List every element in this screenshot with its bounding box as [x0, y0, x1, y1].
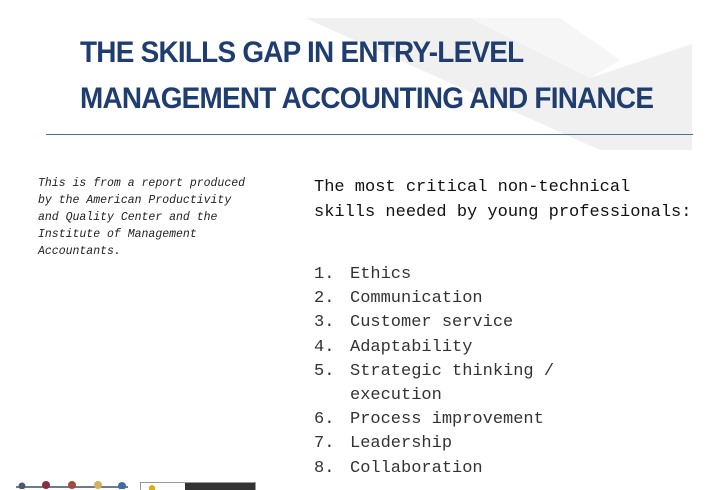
list-number: 7. [314, 434, 335, 454]
title-line-1: THE SKILLS GAP IN ENTRY-LEVEL [80, 36, 524, 69]
title-divider [46, 134, 693, 135]
list-number: 1. [314, 265, 335, 284]
list-label: Strategic thinking / execution [350, 361, 555, 406]
list-item [314, 432, 694, 456]
list-item [314, 336, 694, 360]
list-item [314, 263, 694, 287]
title-line-2: MANAGEMENT ACCOUNTING AND FINANCE [80, 82, 654, 115]
logo-mark-icon [149, 485, 155, 490]
list-item [314, 311, 694, 335]
list-label: Ethics [350, 265, 412, 284]
footer-logos [14, 478, 264, 489]
list-item [314, 408, 694, 432]
list-label: Process improvement [350, 410, 544, 430]
source-note: This is from a report produced by the American Productivity and Quality Center and the Institute of Management Accountants. [38, 177, 246, 258]
list-number: 5. [314, 361, 335, 381]
slide-title [80, 30, 700, 122]
skills-heading: The most critical non-technical skills needed by young professionals: [314, 178, 692, 222]
skills-list [314, 263, 694, 481]
list-label: Collaboration [350, 458, 483, 478]
list-label: Communication [350, 289, 483, 309]
list-item [314, 287, 694, 311]
list-number: 8. [314, 458, 335, 478]
list-number: 3. [314, 313, 335, 333]
list-label: Leadership [350, 434, 453, 454]
list-label: Customer service [350, 313, 514, 333]
list-number: 4. [314, 337, 335, 357]
list-number: 2. [314, 289, 335, 309]
list-number: 6. [314, 410, 335, 430]
list-label: Adaptability [350, 337, 473, 357]
list-item [314, 360, 694, 408]
list-item [314, 457, 694, 481]
apqc-logo [14, 478, 130, 489]
